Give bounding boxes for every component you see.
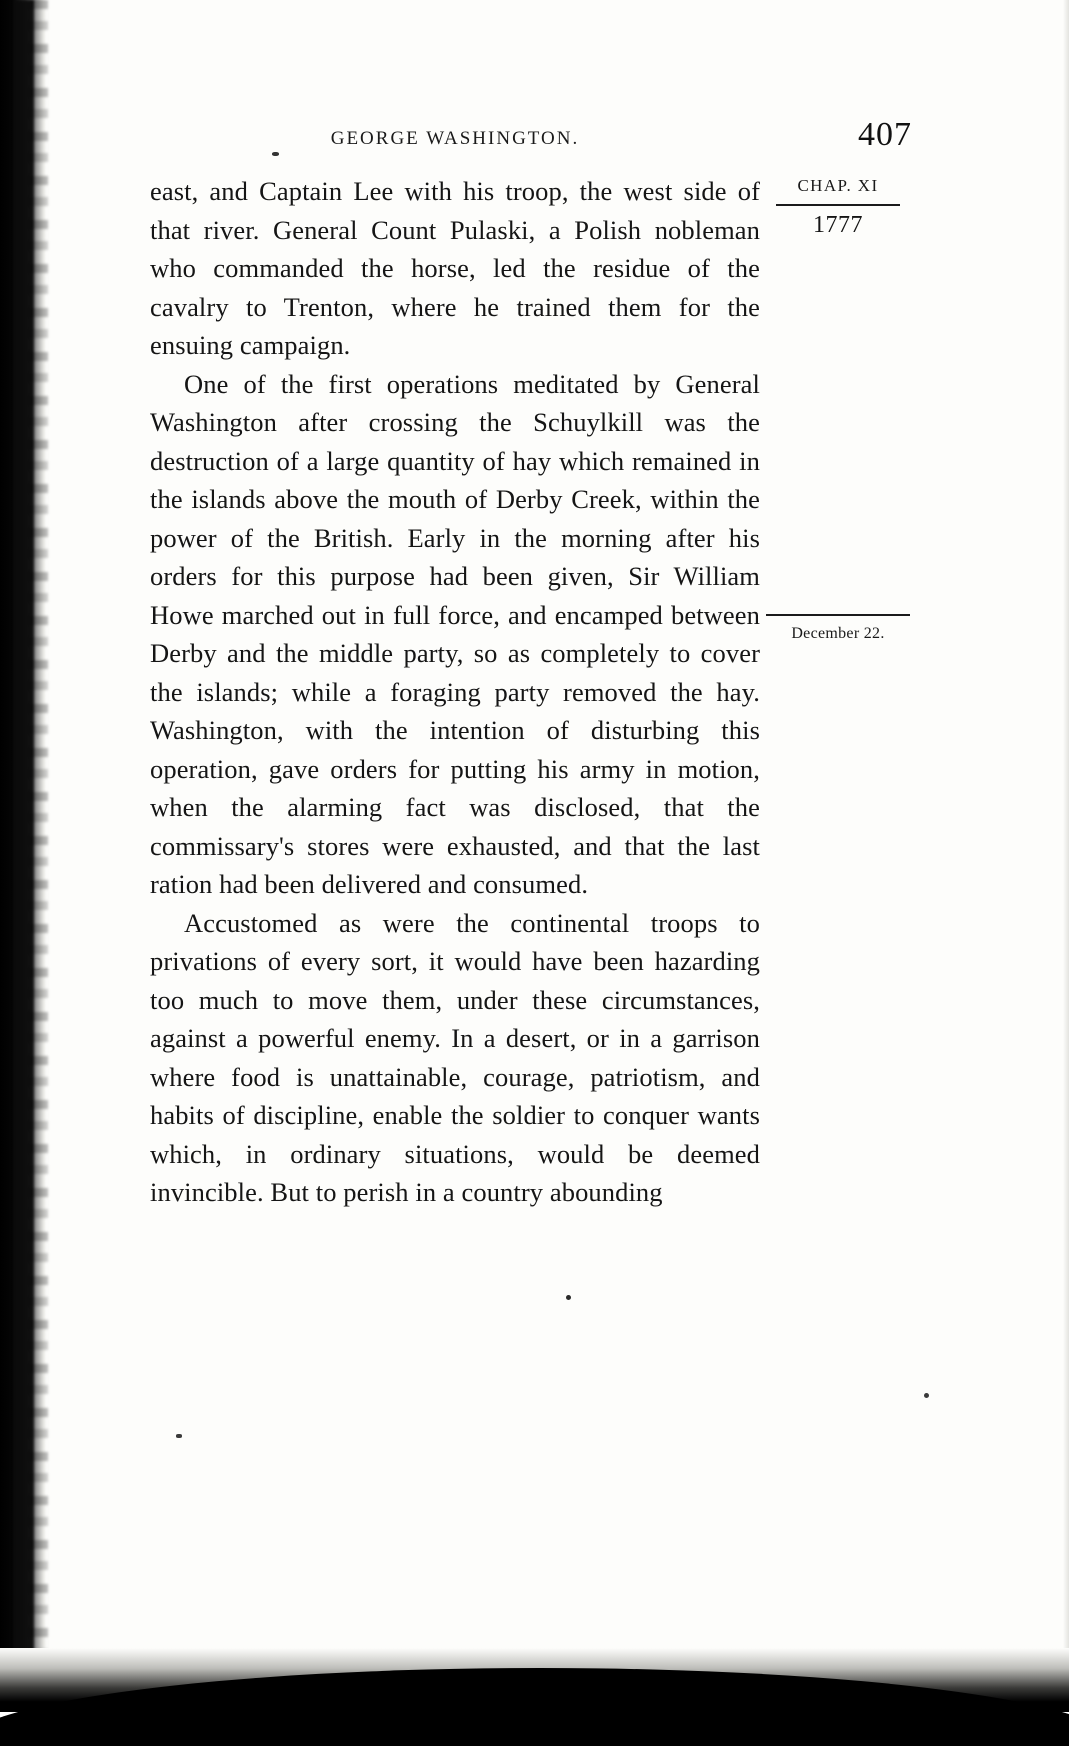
scan-speck-3 [924, 1393, 929, 1398]
margin-chapter-note [764, 176, 912, 239]
paragraph-3: Accustomed as were the continental troops to privations of every sort, it would have been hazarding too much to move them, under these circumstances, against a powerful enemy. In a desert, or in a garrison where food is unattainable, courage, patriotism, and habits of discipline, enable the soldier to conquer wants which, in ordinary situations, would be deemed invincible. But to perish in a country abounding [150, 907, 760, 1207]
body-column [150, 172, 760, 1212]
margin-year: 1777 [813, 212, 863, 238]
page-right-edge [1063, 0, 1069, 1712]
scan-speck-1 [566, 1295, 571, 1300]
margin-date-label: December 22. [791, 625, 885, 642]
paragraph-1: east, and Captain Lee with his troop, the west side of that river. General Count Pulaski, a Polish nobleman who commanded the horse, led the residue of the cavalry to Trenton, where he trained them for the ensuing campaign. [150, 176, 760, 360]
margin-rule [776, 204, 900, 206]
scan-speck-2 [176, 1434, 182, 1438]
scan-speck-4 [272, 152, 279, 156]
page-header [150, 116, 912, 166]
book-gutter-speckle [30, 0, 48, 1660]
running-head: GEORGE WASHINGTON. [330, 128, 580, 149]
page-content [150, 116, 912, 1207]
margin-date-rule [766, 614, 910, 616]
margin-chapter-label: CHAP. XI [797, 176, 879, 195]
margin-date-note [764, 614, 912, 643]
paragraph-2: One of the first operations meditated by General Washington after crossing the Schuylkill was the destruction of a large quantity of hay which remained in the islands above the mouth of Derby Creek, within the power of the British. Early in the morning after his orders for this purpose had been given, Sir William Howe marched out in full force, and encamped between Derby and the middle party, so as completely to cover the islands; while a foraging party removed the hay. Washington, with the intention of disturbing this operation, gave orders for putting his army in motion, when the alarming fact was disclosed, that the commissary's stores were exhausted, and that the last ration had been delivered and consumed. [150, 368, 760, 899]
page-number: 407 [858, 116, 912, 153]
